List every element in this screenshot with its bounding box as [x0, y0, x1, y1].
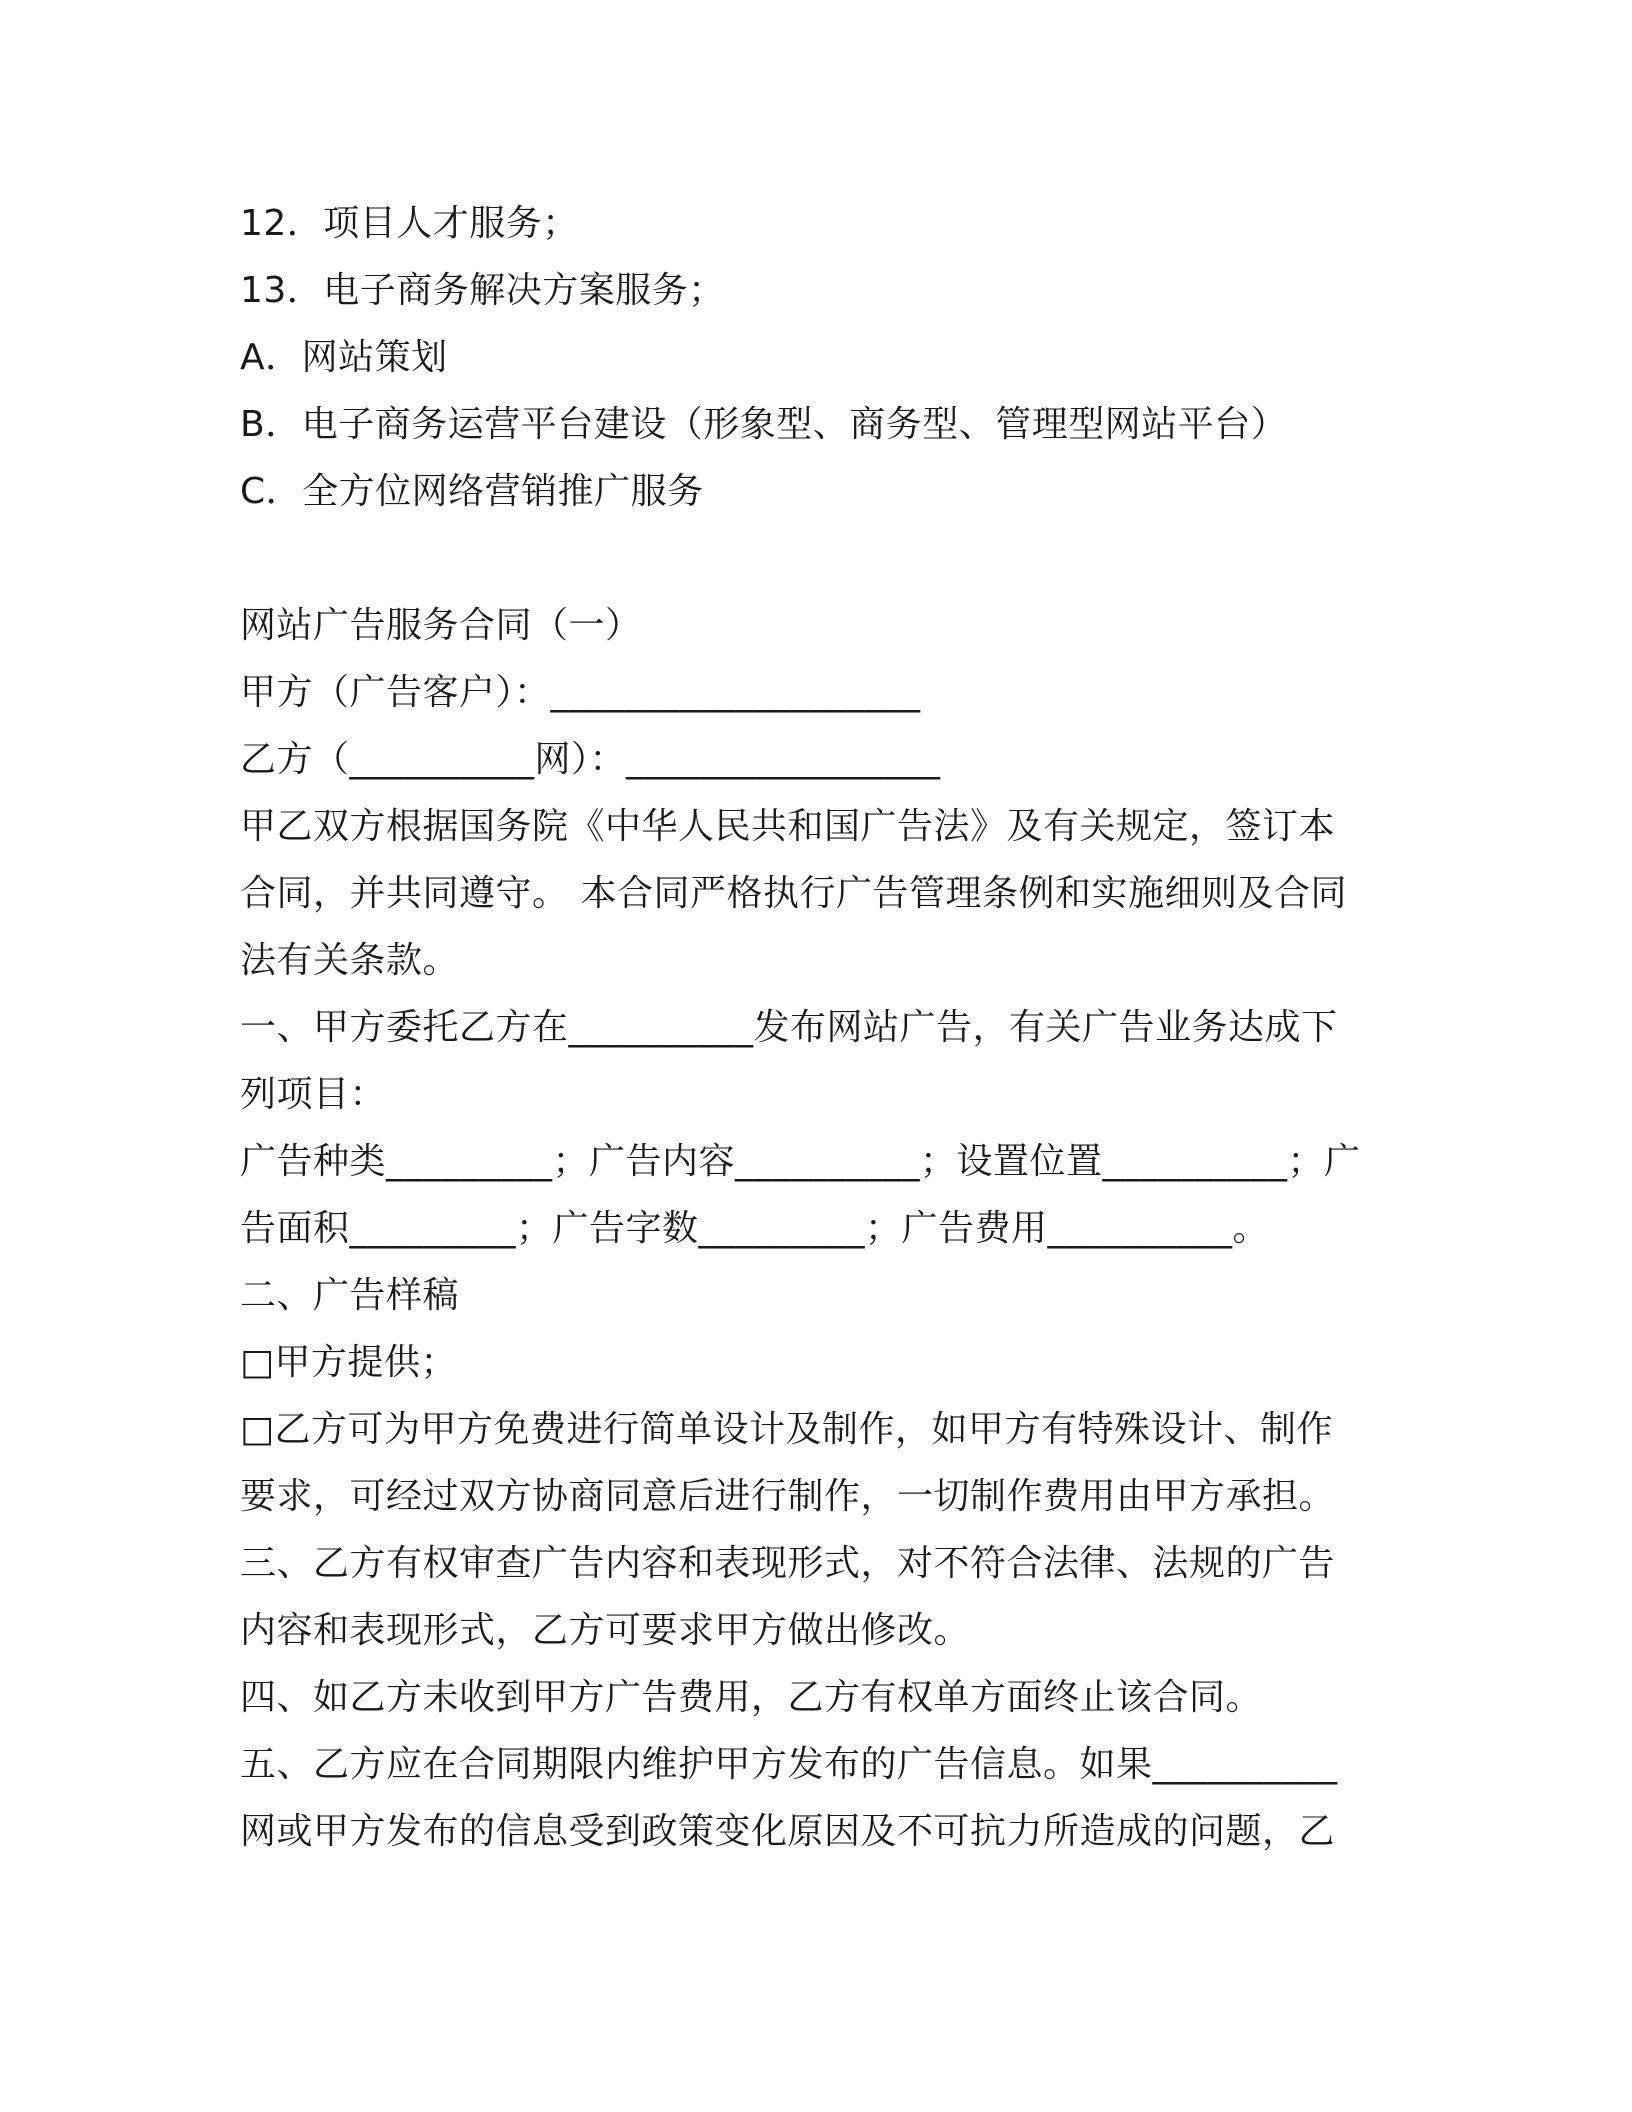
body-line: 广告种类_________；广告内容__________；设置位置__________；广	[240, 1141, 1361, 1182]
party-a-line: 甲方（广告客户）：____________________	[240, 672, 921, 713]
body-line: 内容和表现形式，乙方可要求甲方做出修改。	[240, 1610, 971, 1651]
body-line: 甲乙双方根据国务院《中华人民共和国广告法》及有关规定，签订本	[240, 806, 1336, 847]
body-line: 二、广告样稿	[240, 1275, 460, 1316]
body-line: 列项目：	[240, 1074, 387, 1115]
section-gap	[240, 525, 1380, 592]
body-line: 网或甲方发布的信息受到政策变化原因及不可抗力所造成的问题，乙	[240, 1811, 1336, 1852]
body-line: 要求，可经过双方协商同意后进行制作，一切制作费用由甲方承担。	[240, 1476, 1336, 1517]
body-line: 告面积_________；广告字数_________；广告费用__________。	[240, 1208, 1270, 1249]
contract-title: 网站广告服务合同（一）	[240, 605, 642, 646]
body-line: 五、乙方应在合同期限内维护甲方发布的广告信息。如果__________	[240, 1744, 1338, 1785]
list-item: 13．电子商务解决方案服务；	[240, 270, 725, 311]
body-line: 法有关条款。	[240, 940, 460, 981]
document-page	[240, 190, 1380, 1865]
body-line: □甲方提供；	[240, 1342, 458, 1383]
list-item: 12．项目人才服务；	[240, 203, 579, 244]
list-item: B．电子商务运营平台建设（形象型、商务型、管理型网站平台）	[240, 404, 1288, 445]
party-b-line: 乙方（__________网）：_________________	[240, 739, 941, 780]
body-line: 合同，并共同遵守。 本合同严格执行广告管理条例和实施细则及合同	[240, 873, 1347, 914]
list-item: A．网站策划	[240, 337, 448, 378]
body-line: 一、甲方委托乙方在__________发布网站广告，有关广告业务达成下	[240, 1007, 1338, 1048]
body-line: □乙方可为甲方免费进行简单设计及制作，如甲方有特殊设计、制作	[240, 1409, 1334, 1450]
body-line: 四、如乙方未收到甲方广告费用，乙方有权单方面终止该合同。	[240, 1677, 1263, 1718]
body-line: 三、乙方有权审查广告内容和表现形式，对不符合法律、法规的广告	[240, 1543, 1336, 1584]
list-item: C．全方位网络营销推广服务	[240, 471, 704, 512]
